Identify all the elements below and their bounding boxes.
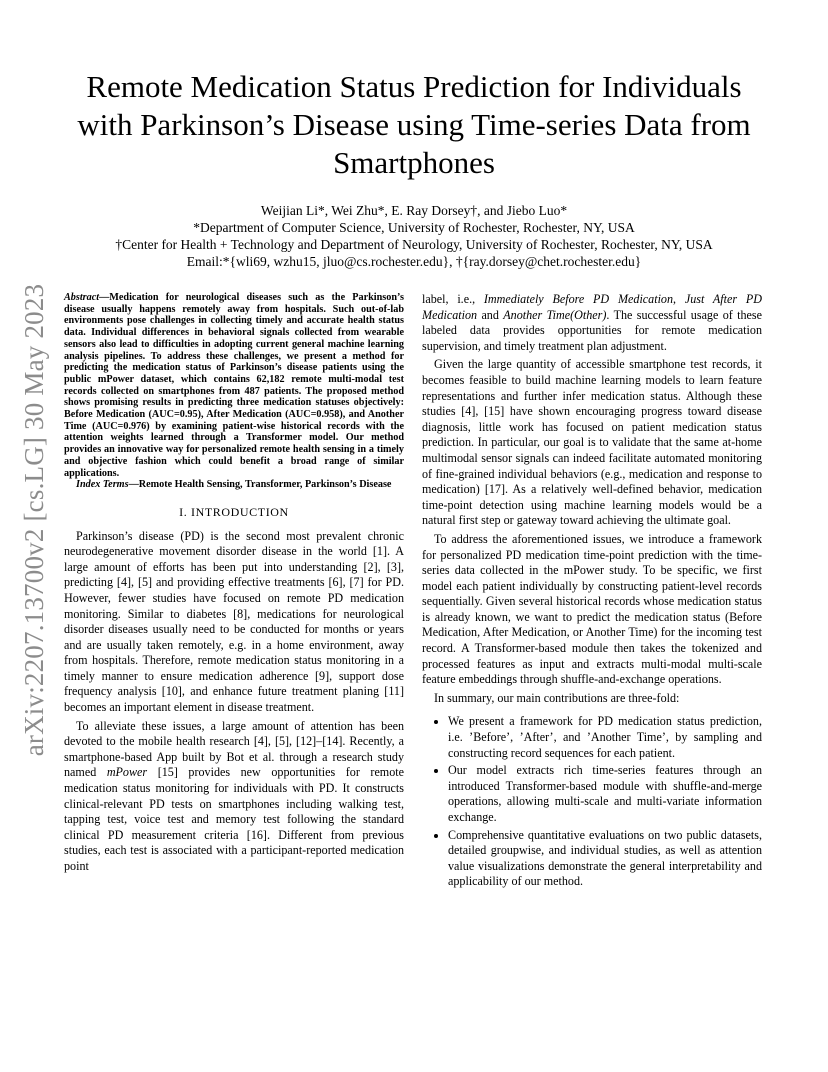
index-terms-body: —Remote Health Sensing, Transformer, Parkinson’s Disease bbox=[128, 479, 392, 491]
affiliation-cs: *Department of Computer Science, University of Rochester, Rochester, NY, USA bbox=[193, 220, 635, 235]
left-column bbox=[64, 292, 404, 875]
right-paragraph-2: To address the aforementioned issues, we introduce a framework for personalized PD medication time-point prediction with the time-series data collected in the mPower study. To be specific, we first model each patient individually by constructing patient-level records sequentially. Given several historical records whose medication status is already known, we want to predict the medication status (Before Medication, After Medication, or Another Time) for the incoming test record. A Transformer-based module then takes the tokenized and processed features as input and extracts multi-modal multi-scale feature embeddings through shuffle-and-exchange operations. bbox=[422, 531, 762, 687]
paper-title: Remote Medication Status Prediction for Individuals with Parkinson’s Disease using Time-series Data from Smartphones bbox=[77, 69, 751, 180]
abstract-lead: Abstract bbox=[64, 292, 100, 303]
section-heading-introduction: I. INTRODUCTION bbox=[179, 504, 289, 519]
right-p0-g: . The successful usage of these labeled data provides opportunities for remote medication supervision, and timely treatment plan adjustment. bbox=[422, 307, 763, 353]
arxiv-side-identifier: arXiv:2207.13700v2 [cs.LG] 30 May 2023 bbox=[19, 283, 49, 757]
right-p0-other: Another Time(Other) bbox=[503, 307, 607, 322]
index-terms-lead: Index Terms bbox=[76, 479, 129, 491]
right-p0-before: Immediately Before PD Medication bbox=[483, 292, 674, 306]
author-block bbox=[60, 202, 768, 270]
index-terms bbox=[64, 479, 404, 491]
contributions-list bbox=[422, 714, 762, 890]
right-p0-after: Just After PD Medication bbox=[422, 292, 762, 322]
contribution-item: • We present a framework for PD medication status prediction, i.e. ’Before’, ’After’, and ’Another Time’, by sampling and constructing record sequences for each patient. bbox=[448, 714, 762, 761]
intro-p2-mpower: mPower bbox=[106, 765, 148, 780]
intro-p2-text-a: To alleviate these issues, a large amount of attention has been devoted to the mobile health research [4], [5], [12]–[14]. Recently, a smartphone-based App built by Bot et al. through a research study named bbox=[64, 718, 404, 780]
intro-paragraph-1: Parkinson’s disease (PD) is the second most prevalent chronic neurodegenerative movement disorder disease in the world [1]. A large amount of efforts has been put into understanding [2], [3], predicting [4], [5] and providing effective treatments [6], [7] for PD. However, fewer studies have focused on remote PD medication monitoring. Similar to diabetes [8], medications for neurological disorder diseases usually need to be conducted for months or years and are usually taken remotely, e.g. in a home environment, away from hospitals. Therefore, remote medication status monitoring in a timely manner to ensure medication adherence [9], support dose frequency analysis [10], and enhance future treatment planing [11] becomes an important element in disease treatment. bbox=[64, 528, 404, 715]
intro-p2-text-c: [15] provides new opportunities for remote medication status monitoring for individuals with PD. It constructs clinical-relevant PD tests on smartphones including walking test, tapping test, voice test and memory test following the standard clinical PD measurement criteria [16]. Different from previous studies, each test is associated with a participant-reported medication point bbox=[64, 765, 404, 874]
right-p0-c: , bbox=[673, 292, 685, 306]
right-p0-e: and bbox=[477, 307, 504, 322]
abstract-body: —Medication for neurological diseases such as the Parkinson’s disease usually happens remotely away from hospitals. Such out-of-lab environments pose challenges in collecting timely and accurate health status data. Individual differences in behavioral signals collected from wearable sensors also lead to difficulties in adopting current general machine learning analysis pipelines. To address these challenges, we present a method for predicting the medication status of Parkinson’s disease patients using the public mPower dataset, which contains 62,182 remote multi-modal test records collected on smartphones from 487 patients. The proposed method shows promising results in predicting three medication statuses objectively: Before Medication (AUC=0.95), After Medication (AUC=0.958), and Another Time (AUC=0.976) by examining patient-wise historical records with the attention weights learned through a Transformer model. Our method provides an innovative way for personalized remote health sensing in a timely and objective fashion which could benefit a broad range of similar applications. bbox=[64, 292, 404, 479]
author-emails: Email:*{wli69, wzhu15, jluo@cs.rochester.edu}, †{ray.dorsey@chet.rochester.edu} bbox=[186, 254, 642, 269]
right-paragraph-1: Given the large quantity of accessible smartphone test records, it becomes feasible to build machine learning models to learn feature representations and further infer medication status. Although these studies [4], [15] have shown encouraging progress toward disease diagnosis, little work has focused on patient medication status prediction. In particular, our goal is to validate that the same at-home multimodal sensor signals can indeed facilitate automated monitoring of fine-grained individual behaviors (e.g., medication and response to medication) [17]. As a relatively well-defined behavior, medication time-point detection using machine learning models would be a natural first step or gateway toward achieving the ultimate goal. bbox=[422, 357, 762, 528]
right-paragraph-0 bbox=[422, 292, 762, 354]
abstract bbox=[64, 292, 404, 491]
right-p0-a: label, i.e., bbox=[422, 292, 484, 306]
right-column bbox=[422, 292, 762, 892]
right-paragraph-3: In summary, our main contributions are three-fold: bbox=[434, 690, 680, 705]
affiliation-health: †Center for Health + Technology and Department of Neurology, University of Rochester, Rochester, NY, USA bbox=[115, 237, 713, 252]
contribution-item: • Our model extracts rich time-series features through an introduced Transformer-based module with shuffle-and-merge operations, allowing multi-scale and multi-variate information exchange. bbox=[448, 763, 762, 825]
contribution-item: • Comprehensive quantitative evaluations on two public datasets, detailed groupwise, and individual studies, as well as attention value visualizations demonstrate the general interpretability and applicability of our method. bbox=[448, 828, 762, 890]
intro-paragraph-2 bbox=[64, 719, 404, 875]
author-names: Weijian Li*, Wei Zhu*, E. Ray Dorsey†, and Jiebo Luo* bbox=[260, 203, 568, 218]
